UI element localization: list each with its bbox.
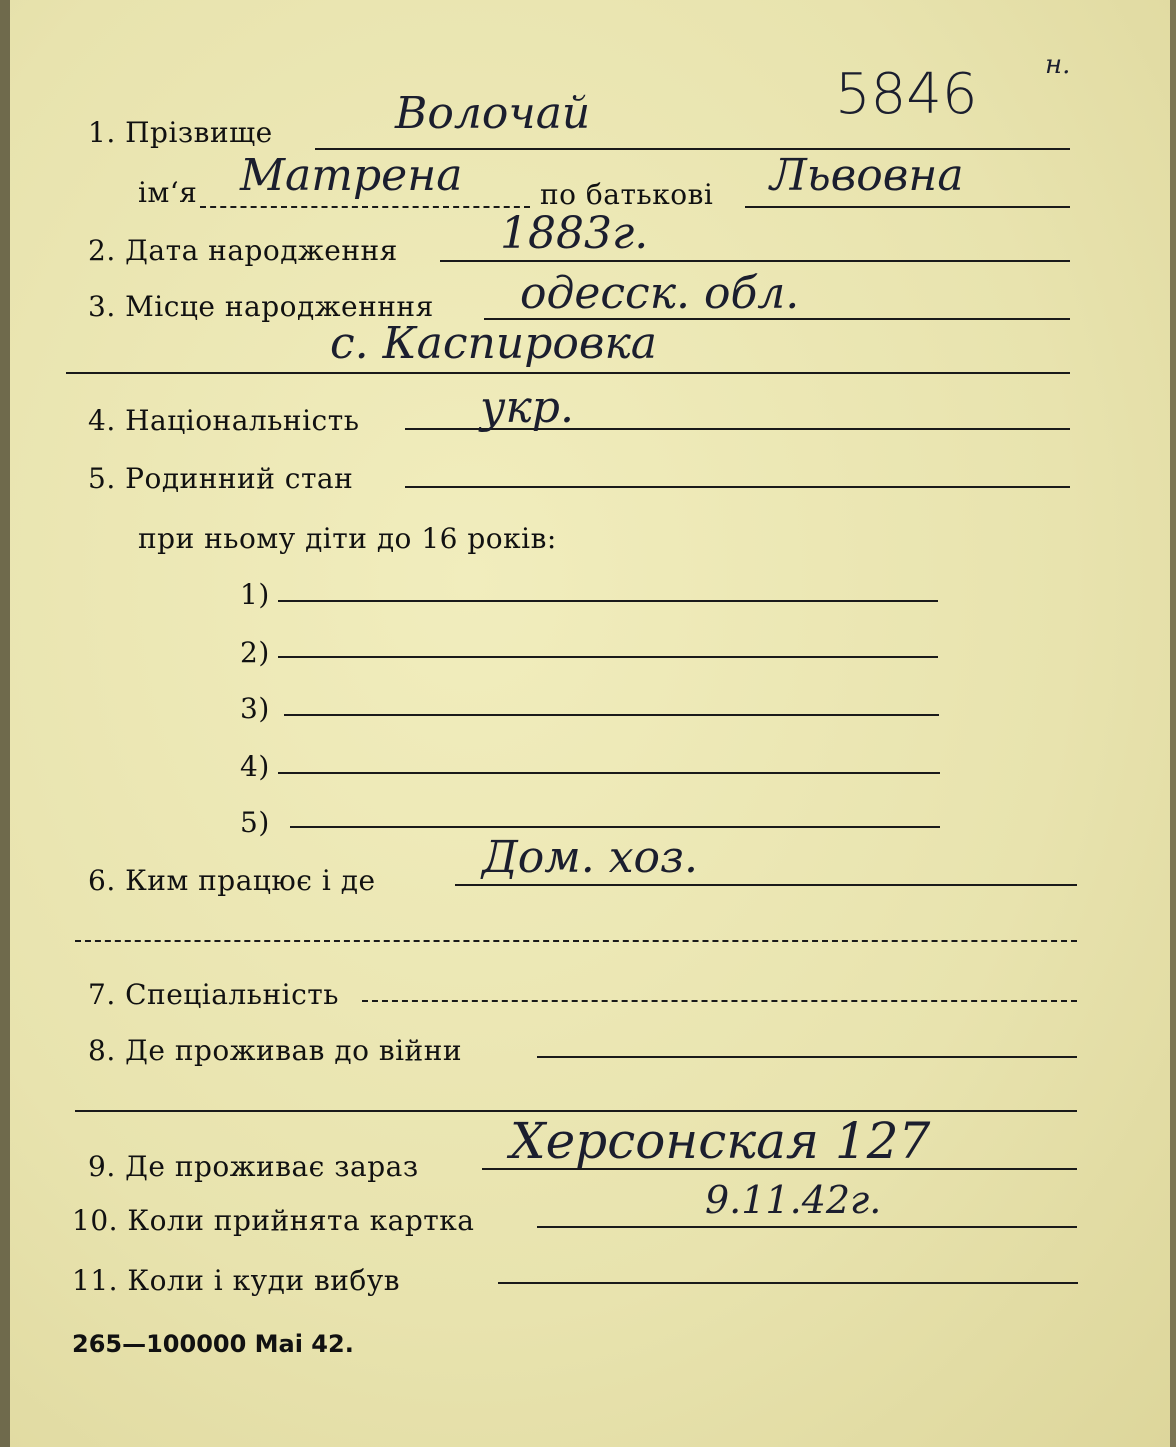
occupation-label: 6. Ким працює і де	[88, 864, 376, 897]
departed-line[interactable]	[498, 1282, 1078, 1284]
birth-place-value: одесск. обл.	[520, 268, 800, 319]
card-accepted-line[interactable]	[537, 1226, 1077, 1228]
birth-place-value-2: с. Каспировка	[330, 318, 657, 369]
child-3-line[interactable]	[284, 714, 939, 716]
name-line[interactable]	[200, 206, 530, 208]
card-accepted-label: 10. Коли прийнята картка	[72, 1204, 475, 1237]
card-number: 5846	[835, 62, 978, 127]
occupation-line-2[interactable]	[75, 940, 1077, 942]
name-label: ім‘я	[138, 176, 198, 209]
current-residence-label: 9. Де проживає зараз	[88, 1150, 419, 1183]
child-1-label: 1)	[240, 578, 270, 611]
specialty-line[interactable]	[362, 1000, 1077, 1002]
child-1-line[interactable]	[278, 600, 938, 602]
child-4-line[interactable]	[278, 772, 940, 774]
card-accepted-value: 9.11.42г.	[705, 1178, 882, 1222]
child-5-label: 5)	[240, 806, 270, 839]
child-3-label: 3)	[240, 692, 270, 725]
marital-label: 5. Родинний стан	[88, 462, 354, 495]
specialty-label: 7. Спеціальність	[88, 978, 339, 1011]
child-5-line[interactable]	[290, 826, 940, 828]
prewar-line[interactable]	[537, 1056, 1077, 1058]
surname-value: Волочай	[395, 88, 591, 139]
child-2-label: 2)	[240, 636, 270, 669]
birth-date-value: 1883г.	[500, 208, 649, 259]
name-value: Матрена	[240, 150, 463, 201]
child-2-line[interactable]	[278, 656, 938, 658]
nationality-label: 4. Національність	[88, 404, 360, 437]
nationality-value: укр.	[480, 382, 574, 433]
patronymic-line[interactable]	[745, 206, 1070, 208]
occupation-value: Дом. хоз.	[482, 832, 699, 883]
patronymic-value: Львовна	[770, 150, 964, 201]
children-label: при ньому діти до 16 років:	[138, 522, 557, 555]
departed-label: 11. Коли і куди вибув	[72, 1264, 400, 1297]
prewar-label: 8. Де проживав до війни	[88, 1034, 463, 1067]
surname-label: 1. Прізвище	[88, 116, 273, 149]
print-code: 265—100000 Mai 42.	[72, 1330, 354, 1358]
card-number-suffix: н.	[1045, 50, 1071, 80]
card-edge-right	[1170, 0, 1176, 1447]
birth-place-line-2[interactable]	[66, 372, 1070, 374]
current-residence-value: Херсонская 127	[510, 1112, 931, 1170]
birth-place-label: 3. Місце народженння	[88, 290, 434, 323]
card-edge-left	[0, 0, 10, 1447]
marital-line[interactable]	[405, 486, 1070, 488]
occupation-line[interactable]	[455, 884, 1077, 886]
birth-date-line[interactable]	[440, 260, 1070, 262]
child-4-label: 4)	[240, 750, 270, 783]
patronymic-label: по батькові	[540, 178, 714, 211]
birth-date-label: 2. Дата народження	[88, 234, 398, 267]
